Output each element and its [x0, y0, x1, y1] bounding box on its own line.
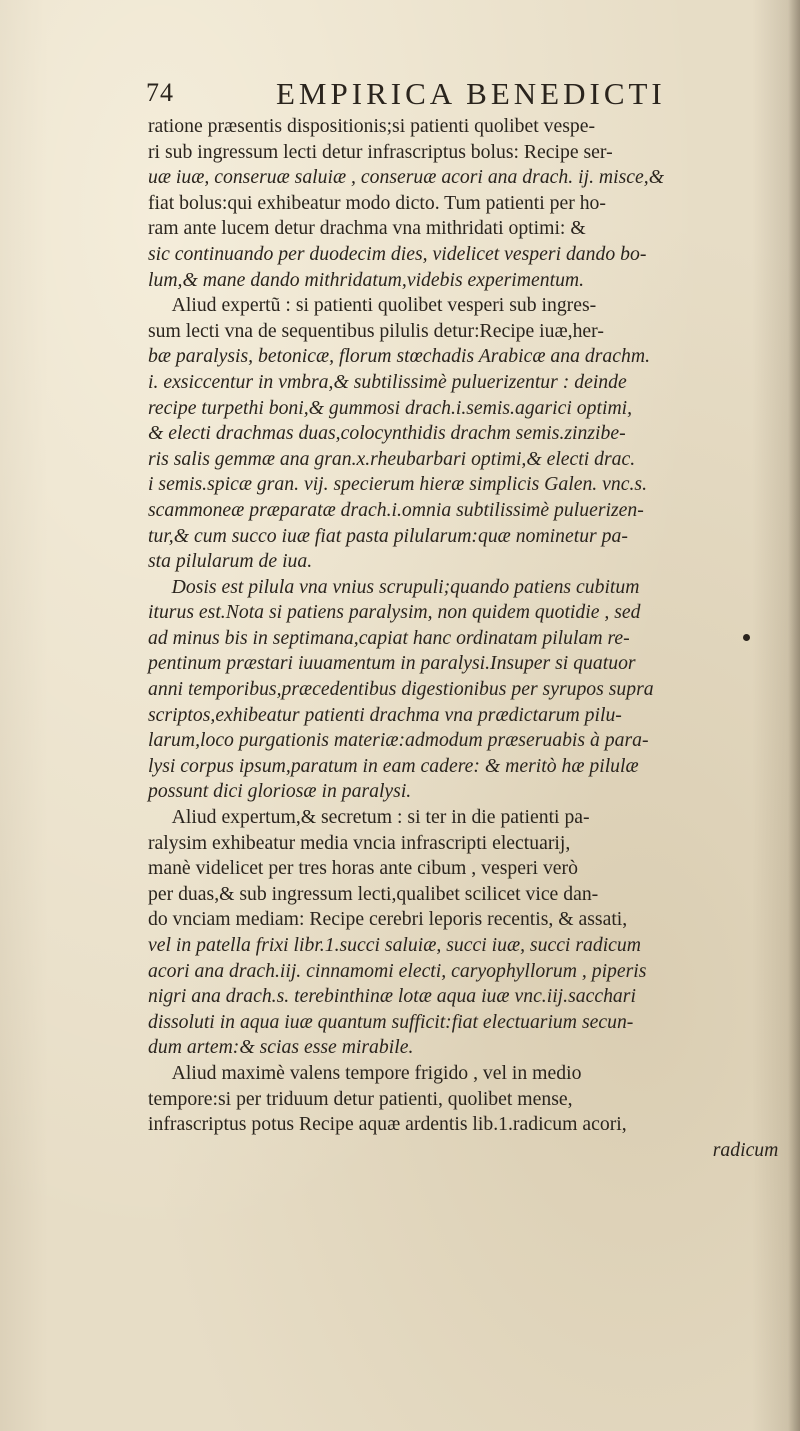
- ink-dot: [743, 634, 750, 641]
- running-title: EMPIRICA BENEDICTI: [276, 76, 666, 111]
- catchword: radicum: [712, 1138, 779, 1161]
- text-line: vel in patella frixi libr.1.succi saluiæ, succi iuæ, succi radicum: [148, 934, 641, 956]
- text-line: larum,loco purgationis materiæ:admodum præseruabis à para-: [148, 729, 649, 752]
- text-line: i semis.spicæ gran. vij. specierum hieræ simplicis Galen. vnc.s.: [148, 473, 648, 496]
- text-line: recipe turpethi boni,& gummosi drach.i.semis.agarici optimi,: [148, 396, 633, 419]
- text-line: per duas,& sub ingressum lecti,qualibet scilicet vice dan-: [148, 882, 599, 905]
- text-line: possunt dici gloriosæ in paralysi.: [148, 780, 412, 803]
- page-header: [146, 72, 666, 112]
- text-line: bæ paralysis, betonicæ, florum stœchadis Arabicæ ana drachm.: [148, 345, 650, 368]
- text-line: anni temporibus,præcedentibus digestionibus per syrupos supra: [148, 678, 654, 701]
- text-line: ralysim exhibeatur media vncia infrascripti electuarij,: [148, 831, 571, 854]
- text-line: lum,& mane dando mithridatum,videbis experimentum.: [148, 268, 585, 291]
- text-line: acori ana drach.iij. cinnamomi electi, caryophyllorum , piperis: [148, 959, 647, 982]
- text-line: & electi drachmas duas,colocynthidis drachm semis.zinzibe-: [148, 422, 626, 445]
- body-text: [148, 114, 798, 1163]
- text-line: manè videlicet per tres horas ante cibum , vesperi verò: [148, 857, 578, 880]
- text-line: Aliud maximè valens tempore frigido , vel in medio: [171, 1061, 582, 1084]
- text-line: ad minus bis in septimana,capiat hanc ordinatam pilulam re-: [148, 626, 630, 649]
- text-line: uæ iuæ, conseruæ saluiæ , conseruæ acori ana drach. ij. misce,&: [148, 166, 665, 189]
- text-line: ram ante lucem detur drachma vna mithridati optimi: &: [148, 217, 586, 240]
- text-line: do vnciam mediam: Recipe cerebri leporis recentis, & assati,: [148, 908, 628, 931]
- text-line: ratione præsentis dispositionis;si patienti quolibet vespe-: [148, 115, 596, 137]
- text-line: pentinum præstari iuuamentum in paralysi.Insuper si quatuor: [148, 652, 636, 675]
- text-line: ris salis gemmæ ana gran.x.rheubarbari optimi,& electi drac.: [148, 447, 636, 470]
- text-line: scammoneæ præparatæ drach.i.omnia subtilissimè puluerizen-: [148, 498, 644, 521]
- text-line: Aliud expertum,& secretum : si ter in die patienti pa-: [171, 806, 590, 829]
- text-line: sic continuando per duodecim dies, videlicet vesperi dando bo-: [148, 242, 647, 265]
- text-line: scriptos,exhibeatur patienti drachma vna prædictarum pilu-: [148, 703, 622, 726]
- text-line: fiat bolus:qui exhibeatur modo dicto. Tum patienti per ho-: [148, 191, 606, 214]
- text-line: Aliud expertũ : si patienti quolibet vesperi sub ingres-: [171, 294, 597, 317]
- text-line: infrascriptus potus Recipe aquæ ardentis lib.1.radicum acori,: [148, 1113, 627, 1136]
- text-line: i. exsiccentur in vmbra,& subtilissimè puluerizentur : deinde: [148, 370, 627, 393]
- text-line: Dosis est pilula vna vnius scrupuli;quando patiens cubitum: [171, 575, 640, 598]
- text-line: sta pilularum de iua.: [148, 550, 313, 573]
- page-number: 74: [146, 78, 174, 107]
- text-line: tempore:si per triduum detur patienti, quolibet mense,: [148, 1087, 573, 1110]
- text-line: tur,& cum succo iuæ fiat pasta pilularum:quæ nominetur pa-: [148, 524, 628, 547]
- text-line: iturus est.Nota si patiens paralysim, non quidem quotidie , sed: [148, 601, 641, 624]
- text-line: dum artem:& scias esse mirabile.: [148, 1036, 414, 1059]
- text-line: nigri ana drach.s. terebinthinæ lotæ aqua iuæ vnc.iij.sacchari: [148, 985, 636, 1008]
- text-line: ri sub ingressum lecti detur infrascriptus bolus: Recipe ser-: [148, 140, 613, 163]
- text-line: sum lecti vna de sequentibus pilulis detur:Recipe iuæ,her-: [148, 319, 604, 342]
- text-line: dissoluti in aqua iuæ quantum sufficit:fiat electuarium secun-: [148, 1010, 634, 1033]
- text-line: lysi corpus ipsum,paratum in eam cadere: & meritò hæ pilulæ: [148, 754, 639, 777]
